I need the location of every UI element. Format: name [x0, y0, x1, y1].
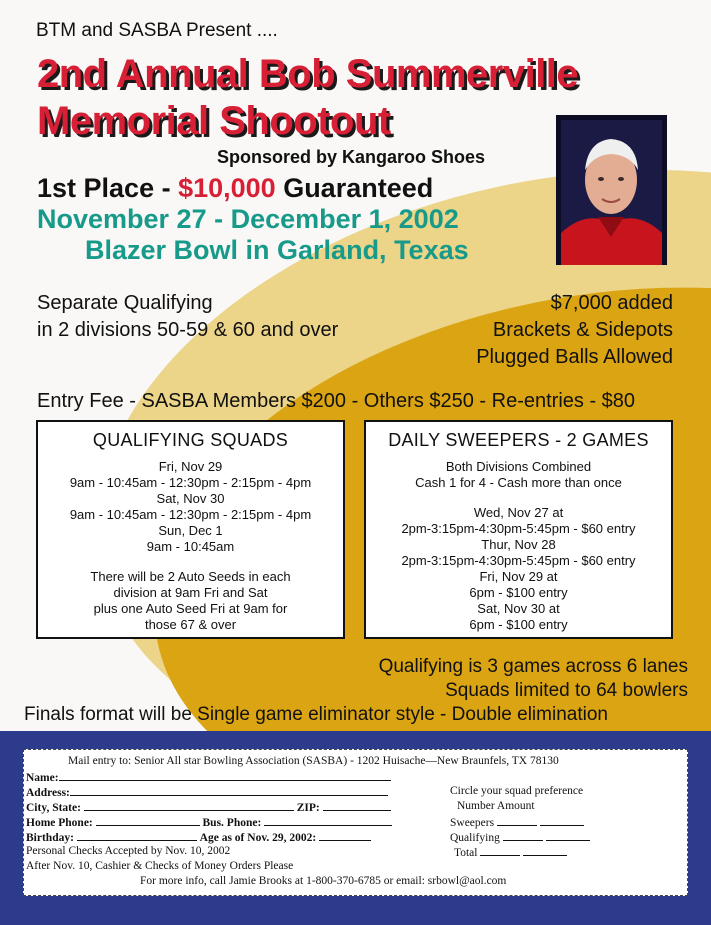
info-right-line2: Brackets & Sidepots: [492, 319, 673, 341]
address-row[interactable]: [26, 786, 388, 800]
sweepers-amount-blank[interactable]: [540, 816, 584, 826]
checks-note: Personal Checks Accepted by Nov. 10, 2002: [26, 845, 231, 857]
qualifying-number-blank[interactable]: [503, 831, 543, 841]
total-amount-blank[interactable]: [523, 846, 567, 856]
prize-line: [37, 175, 433, 202]
event-title-line1: 2nd Annual Bob Summerville: [37, 52, 579, 96]
event-dates: November 27 - December 1, 2002: [37, 204, 459, 234]
sweepers-fri: Fri, Nov 29 at: [479, 569, 558, 584]
info-right-line3: Plugged Balls Allowed: [476, 346, 673, 368]
sweepers-wed-times: 2pm-3:15pm-4:30pm-5:45pm - $60 entry: [401, 521, 636, 536]
daily-sweepers-box: [364, 420, 673, 639]
number-amount: Number Amount: [457, 800, 535, 812]
qualifying-row[interactable]: [450, 831, 590, 845]
sweepers-label: Sweepers: [450, 817, 495, 829]
home-phone-blank[interactable]: [96, 816, 200, 826]
sponsor-line: Sponsored by Kangaroo Shoes: [217, 147, 486, 167]
sweepers-line1: Both Divisions Combined: [445, 459, 592, 474]
portrait-photo: [556, 115, 667, 265]
prize-suffix: Guaranteed: [275, 173, 434, 203]
entry-fee-line: Entry Fee - SASBA Members $200 - Others $250 - Re-entries - $80: [37, 390, 636, 412]
mail-to-line: Mail entry to: Senior All star Bowling Association (SASBA) - 1202 Huisache—New Braunfels, TX 78130: [68, 755, 559, 767]
sweepers-line2: Cash 1 for 4 - Cash more than once: [415, 475, 622, 490]
format-line3: Finals format will be Single game eliminator style - Double elimination: [24, 704, 608, 725]
prize-prefix: 1st Place -: [37, 173, 179, 203]
sweepers-row[interactable]: [450, 816, 584, 830]
event-title-line2: Memorial Shootout: [37, 99, 391, 143]
birthday-row[interactable]: [26, 831, 371, 845]
format-line2: Squads limited to 64 bowlers: [445, 680, 688, 701]
format-line1: Qualifying is 3 games across 6 lanes: [378, 656, 688, 677]
total-number-blank[interactable]: [480, 846, 520, 856]
total-row[interactable]: [454, 846, 567, 860]
bus-phone-label: Bus. Phone:: [202, 817, 262, 829]
qualifying-day2: Sat, Nov 30: [156, 491, 225, 506]
circle-pref: Circle your squad preference: [450, 785, 584, 797]
prize-amount: $10,000: [178, 173, 276, 203]
city-blank[interactable]: [84, 801, 294, 811]
qualifying-amount-blank[interactable]: [546, 831, 590, 841]
qualifying-squads-box: [36, 420, 345, 639]
age-blank[interactable]: [319, 831, 371, 841]
info-left-line1: Separate Qualifying: [37, 292, 213, 314]
sweepers-fri-times: 6pm - $100 entry: [469, 585, 568, 600]
city-label: City, State:: [26, 802, 81, 814]
qualifying-day1-times: 9am - 10:45am - 12:30pm - 2:15pm - 4pm: [69, 475, 312, 490]
sweepers-number-blank[interactable]: [497, 816, 537, 826]
qualifying-day3: Sun, Dec 1: [158, 523, 223, 538]
total-label: Total: [454, 847, 478, 859]
auto-seed-note1: There will be 2 Auto Seeds in each: [90, 569, 291, 584]
address-label: Address:: [26, 787, 70, 799]
sweepers-wed: Wed, Nov 27 at: [473, 505, 564, 520]
qualifying-day3-times: 9am - 10:45am: [146, 539, 235, 554]
phone-row[interactable]: [26, 816, 392, 830]
birthday-blank[interactable]: [77, 831, 197, 841]
info-right-line1: $7,000 added: [550, 292, 673, 314]
event-venue: Blazer Bowl in Garland, Texas: [85, 235, 469, 265]
home-phone-label: Home Phone:: [26, 817, 93, 829]
more-info-line: For more info, call Jamie Brooks at 1-800-370-6785 or email: srbowl@aol.com: [140, 875, 507, 887]
city-row[interactable]: [26, 801, 391, 815]
address-blank[interactable]: [70, 786, 388, 796]
sweepers-thu: Thur, Nov 28: [481, 537, 556, 552]
name-row[interactable]: [26, 771, 391, 785]
presenter-line: BTM and SASBA Present ....: [36, 20, 278, 41]
info-left-line2: in 2 divisions 50-59 & 60 and over: [37, 319, 339, 341]
auto-seed-note4: those 67 & over: [144, 617, 237, 632]
entry-form: [23, 749, 688, 896]
sweepers-sat-times: 6pm - $100 entry: [469, 617, 568, 632]
qualifying-label: Qualifying: [450, 832, 500, 844]
after-note: After Nov. 10, Cashier & Checks of Money Orders Please: [26, 860, 294, 872]
qualifying-day1: Fri, Nov 29: [158, 459, 223, 474]
birthday-label: Birthday:: [26, 832, 74, 844]
name-label: Name:: [26, 772, 59, 784]
sweepers-heading: DAILY SWEEPERS - 2 GAMES: [388, 430, 649, 450]
auto-seed-note3: plus one Auto Seed Fri at 9am for: [93, 601, 288, 616]
qualifying-heading: QUALIFYING SQUADS: [92, 430, 289, 450]
qualifying-day2-times: 9am - 10:45am - 12:30pm - 2:15pm - 4pm: [69, 507, 312, 522]
sweepers-sat: Sat, Nov 30 at: [477, 601, 560, 616]
auto-seed-note2: division at 9am Fri and Sat: [113, 585, 268, 600]
zip-blank[interactable]: [323, 801, 391, 811]
sweepers-thu-times: 2pm-3:15pm-4:30pm-5:45pm - $60 entry: [401, 553, 636, 568]
name-blank[interactable]: [59, 771, 391, 781]
zip-label: ZIP:: [296, 802, 320, 814]
bus-phone-blank[interactable]: [264, 816, 392, 826]
age-label: Age as of Nov. 29, 2002:: [199, 832, 317, 844]
